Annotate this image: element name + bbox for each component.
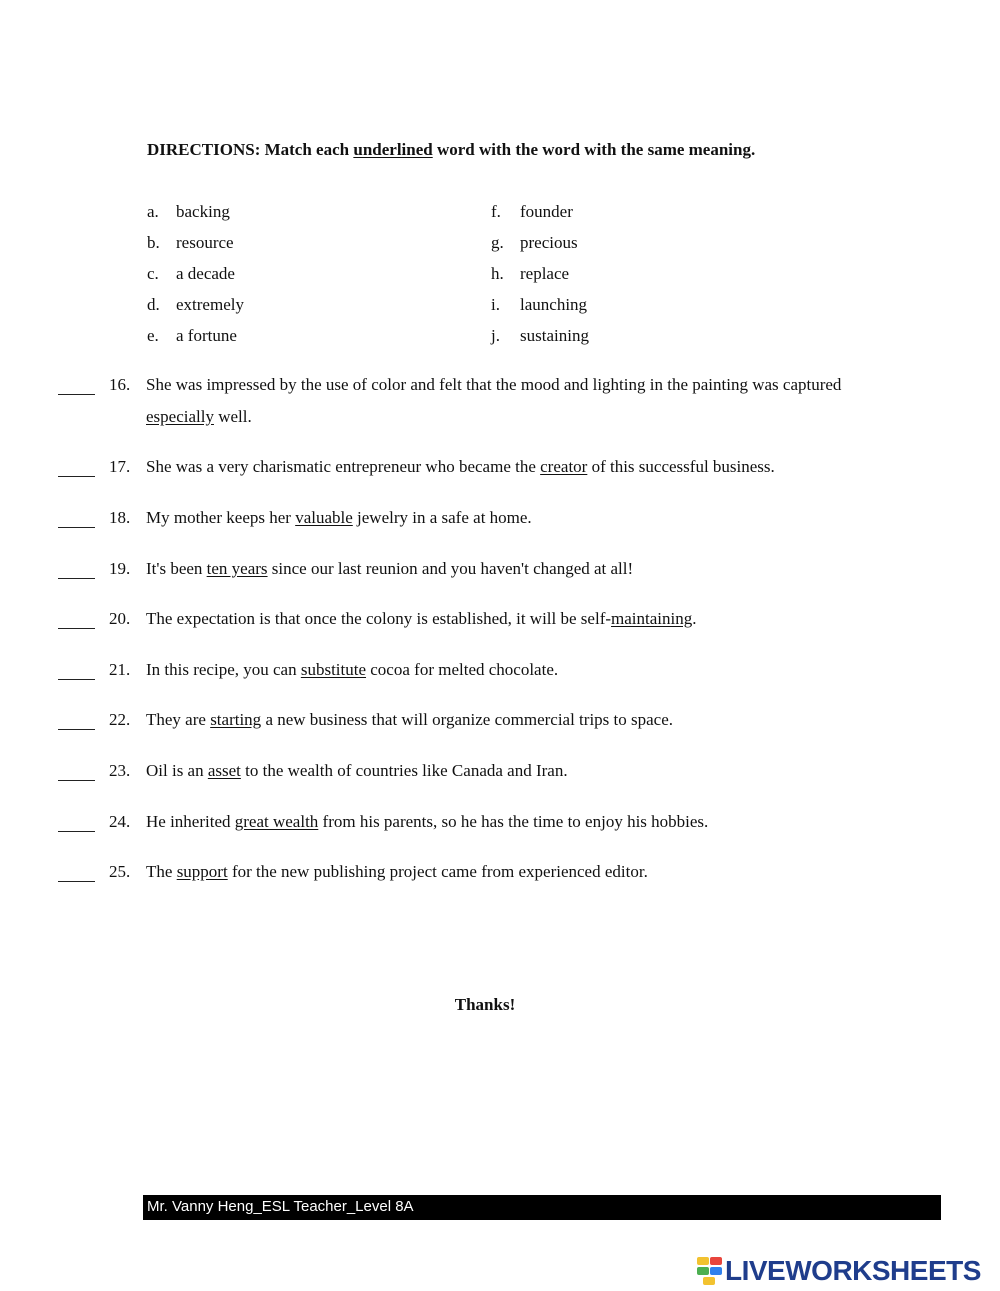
answer-blank[interactable] [58, 628, 95, 629]
underlined-word: ten years [206, 559, 268, 578]
question-text-post: since our last reunion and you haven't changed at all! [267, 559, 634, 578]
underlined-word: substitute [300, 660, 367, 679]
underlined-word: asset [207, 761, 241, 780]
option-letter: b. [147, 233, 160, 252]
option-word: founder [520, 202, 573, 221]
thanks-text: Thanks! [454, 995, 516, 1014]
liveworksheets-logo[interactable] [697, 1255, 997, 1287]
directions-suffix: word with the word with the same meaning. [432, 140, 756, 159]
question-text-post: from his parents, so he has the time to enjoy his hobbies. [318, 812, 709, 831]
option-j [491, 324, 589, 348]
answer-blank[interactable] [58, 831, 95, 832]
option-word: backing [176, 202, 230, 221]
answer-blank[interactable] [58, 881, 95, 882]
question-text-pre: The expectation is that once the colony is established, it will be self- [146, 609, 612, 628]
option-a [147, 200, 230, 224]
question-text-post: of this successful business. [587, 457, 775, 476]
question-number: 24. [109, 812, 131, 831]
question-number: 16. [109, 375, 131, 394]
option-letter: h. [491, 264, 504, 283]
question-text [146, 710, 673, 730]
question-text [146, 812, 708, 832]
question-text [146, 660, 558, 680]
question-text-post: to the wealth of countries like Canada and Iran. [240, 761, 568, 780]
question-number: 23. [109, 761, 131, 780]
answer-blank[interactable] [58, 476, 95, 477]
option-word: precious [520, 233, 578, 252]
option-f [491, 200, 573, 224]
answer-blank[interactable] [58, 679, 95, 680]
question-text: She was impressed by the use of color and felt that the mood and lighting in the painting was captured [146, 375, 842, 394]
option-i [491, 293, 587, 317]
option-letter: c. [147, 264, 159, 283]
question-text [146, 761, 568, 781]
option-h [491, 262, 569, 286]
underlined-word: valuable [295, 508, 353, 527]
question-text-pre: My mother keeps her [146, 508, 296, 527]
question-text [146, 862, 648, 882]
option-c [147, 262, 235, 286]
option-word: a fortune [176, 326, 237, 345]
underlined-word: support [176, 862, 228, 881]
directions-underlined: underlined [353, 140, 433, 159]
question-text-pre: Oil is an [146, 761, 208, 780]
underlined-word: creator [540, 457, 588, 476]
option-word: sustaining [520, 326, 589, 345]
option-letter: f. [491, 202, 501, 221]
question-text [146, 457, 775, 477]
question-text-pre: He inherited [146, 812, 235, 831]
question-text-pre: They are [146, 710, 211, 729]
option-word: replace [520, 264, 570, 283]
option-d [147, 293, 244, 317]
option-word: launching [520, 295, 588, 314]
option-e [147, 324, 237, 348]
option-word: resource [176, 233, 234, 252]
answer-blank[interactable] [58, 527, 95, 528]
option-letter: i. [491, 295, 500, 314]
question-text-post: for the new publishing project came from experienced editor. [227, 862, 648, 881]
question-number: 20. [109, 609, 131, 628]
question-number: 18. [109, 508, 131, 527]
option-letter: g. [491, 233, 504, 252]
question-text [146, 559, 633, 579]
option-word: extremely [176, 295, 244, 314]
answer-blank[interactable] [58, 780, 95, 781]
question-text-post: a new business that will organize commercial trips to space. [261, 710, 674, 729]
question-number: 17. [109, 457, 131, 476]
logo-text: LIVEWORKSHEETS [725, 1255, 981, 1286]
underlined-word: especially [146, 407, 214, 426]
question-text-pre: In this recipe, you can [146, 660, 301, 679]
question-text-post: cocoa for melted chocolate. [366, 660, 559, 679]
option-letter: e. [147, 326, 159, 345]
directions [147, 140, 755, 160]
question-number: 25. [109, 862, 131, 881]
question-text-pre: It's been [146, 559, 207, 578]
footer-text: Mr. Vanny Heng_ESL Teacher_Level 8A [147, 1198, 414, 1215]
logo-blocks-icon [697, 1257, 723, 1285]
question-text-pre: The [146, 862, 177, 881]
option-word: a decade [176, 264, 235, 283]
question-text-line2 [146, 407, 252, 427]
question-text-post: jewelry in a safe at home. [352, 508, 532, 527]
question-text-post: . [692, 609, 697, 628]
answer-blank[interactable] [58, 729, 95, 730]
answer-blank[interactable] [58, 394, 95, 395]
question-text [146, 508, 532, 528]
answer-blank[interactable] [58, 578, 95, 579]
option-letter: j. [491, 326, 500, 345]
question-number: 21. [109, 660, 131, 679]
underlined-word: maintaining [611, 609, 693, 628]
question-text-pre: She was a very charismatic entrepreneur who became the [146, 457, 541, 476]
footer-bar [143, 1195, 941, 1220]
question-text-post: well. [213, 407, 252, 426]
option-letter: d. [147, 295, 160, 314]
question-number: 19. [109, 559, 131, 578]
directions-prefix: DIRECTIONS: Match each [147, 140, 354, 159]
question-text [146, 609, 696, 629]
option-letter: a. [147, 202, 159, 221]
underlined-word: great wealth [234, 812, 319, 831]
question-number: 22. [109, 710, 131, 729]
option-b [147, 231, 234, 255]
underlined-word: starting [210, 710, 262, 729]
option-g [491, 231, 578, 255]
